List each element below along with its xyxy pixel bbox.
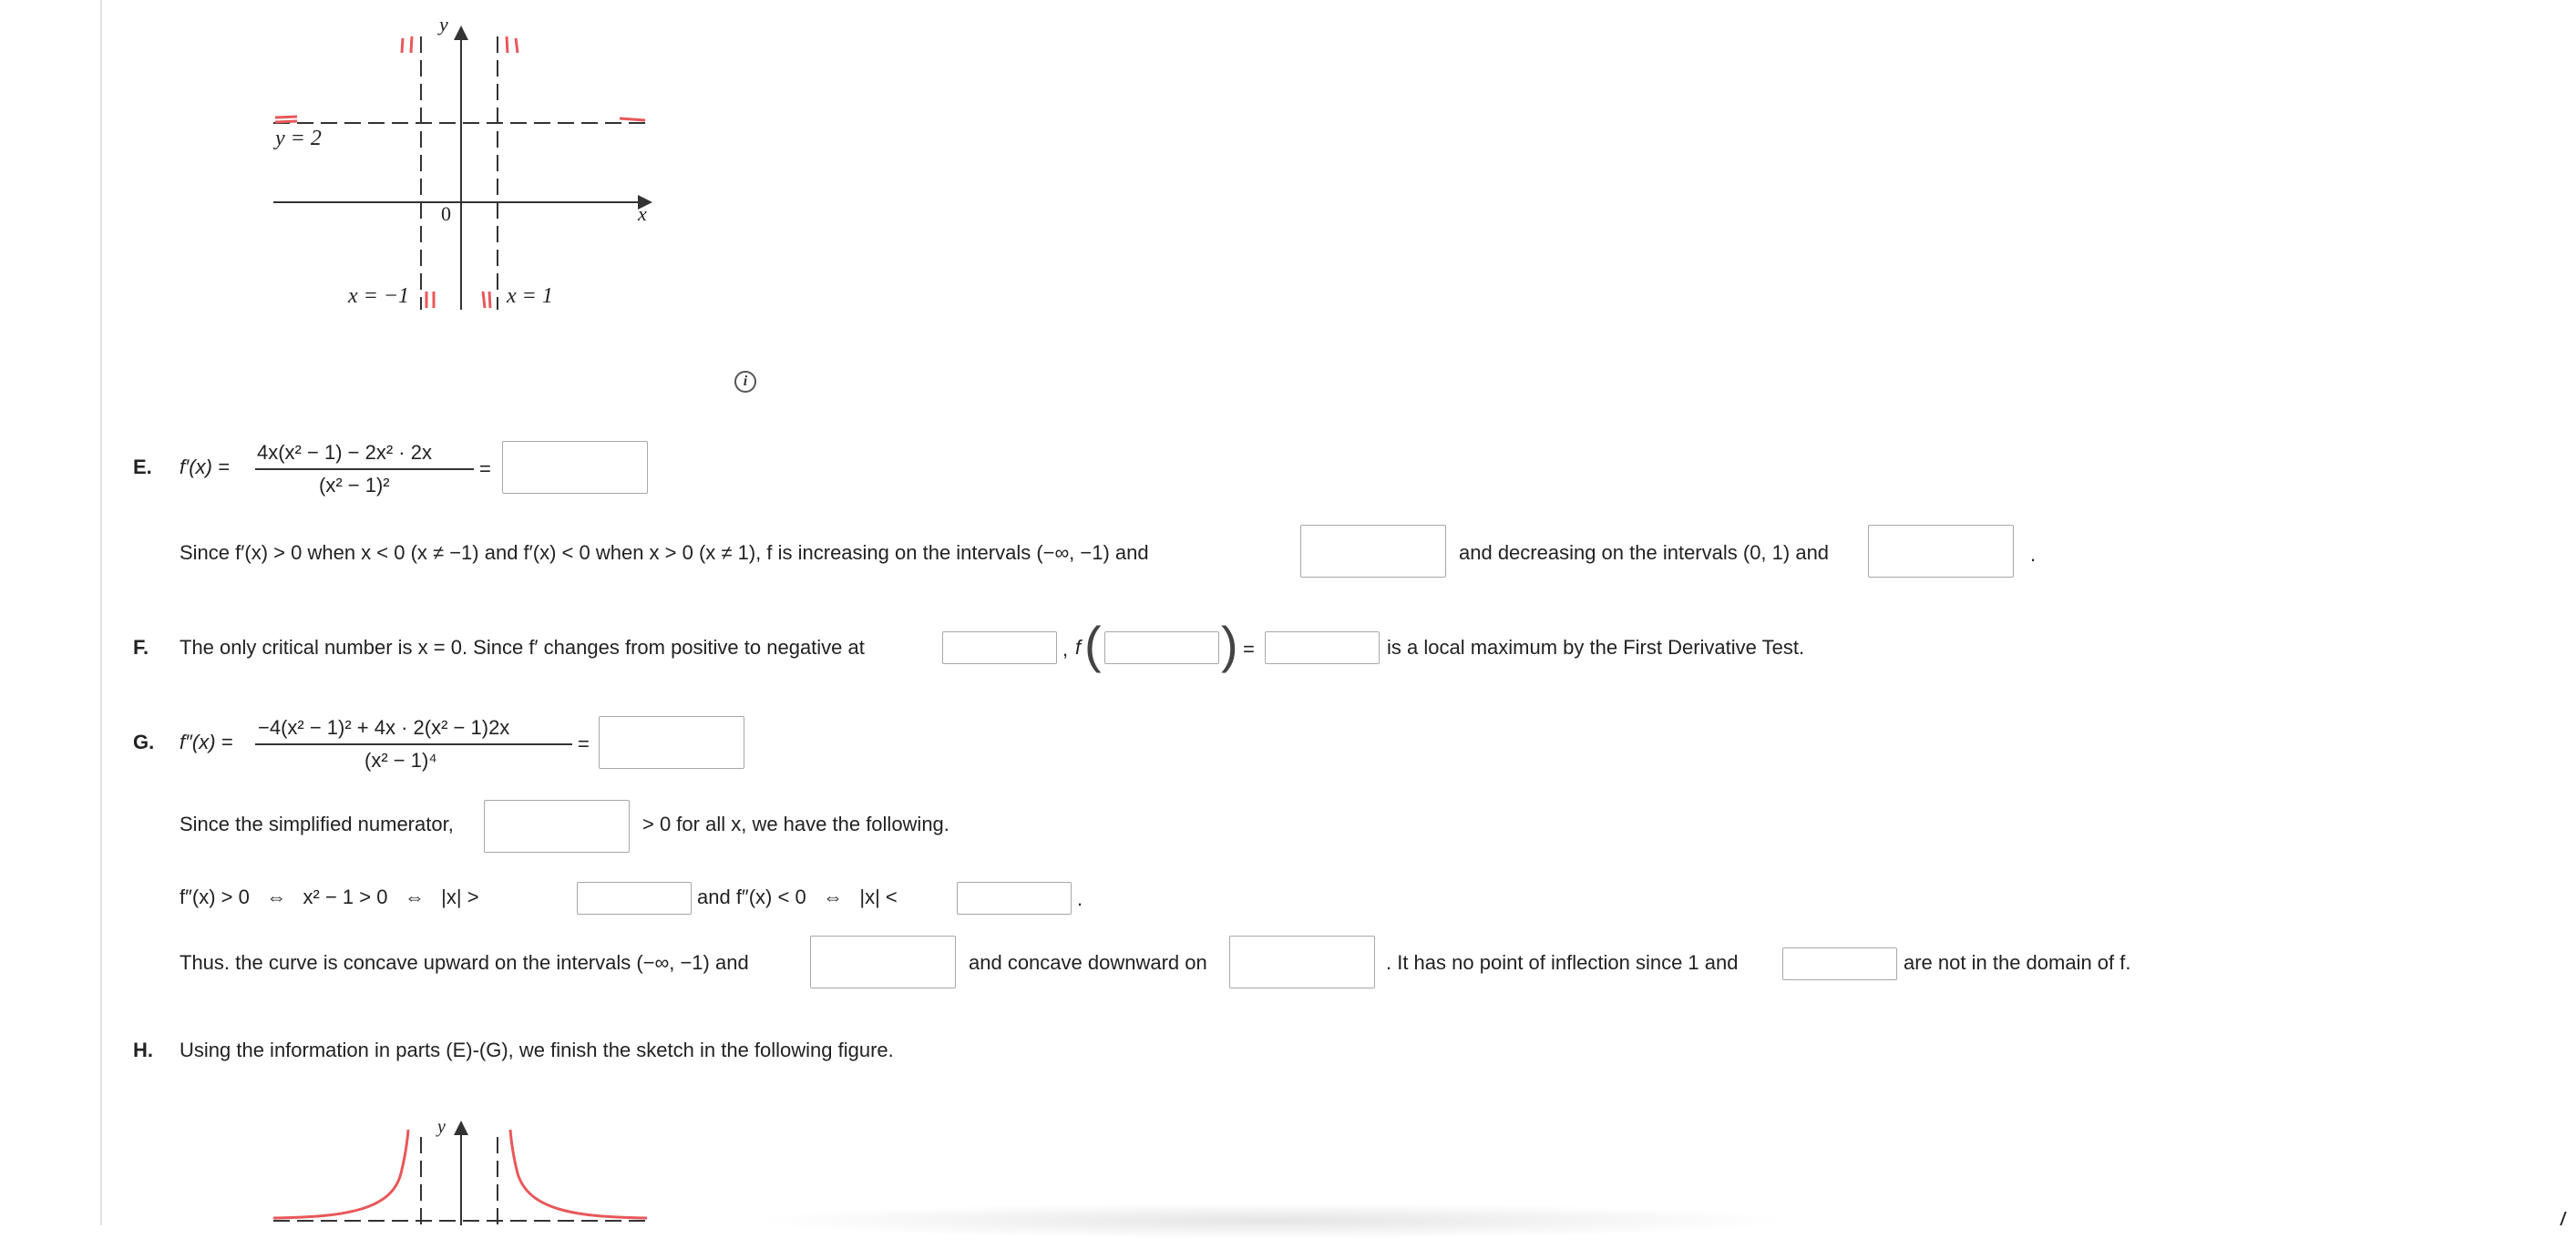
part-f-sentence-1: The only critical number is x = 0. Since f′ changes from positive to negative at <box>180 636 865 659</box>
part-g-numerator-sentence-2: > 0 for all x, we have the following. <box>642 813 949 835</box>
content-left-border <box>100 0 102 1225</box>
part-g-concave-sentence-4: are not in the domain of f. <box>1904 951 2131 974</box>
part-g-fraction-bar <box>255 743 572 745</box>
part-g-simplified-numerator-input[interactable] <box>484 800 630 853</box>
part-f-equals: = <box>1243 638 1255 660</box>
part-g-condition-2: and f″(x) < 0 ⇔ |x| < <box>697 886 898 908</box>
part-g-denominator: (x² − 1)⁴ <box>364 749 437 772</box>
part-g-label: G. <box>133 731 155 753</box>
preliminary-sketch-graph <box>264 18 665 319</box>
part-g-concave-down-interval-input[interactable] <box>1229 936 1375 988</box>
part-e-sentence-1: Since f′(x) > 0 when x < 0 (x ≠ −1) and f′(x) < 0 when x > 0 (x ≠ 1), f is increasing on the intervals (−∞, −1) and <box>180 541 1149 564</box>
part-g-second-derivative-input[interactable] <box>599 716 744 769</box>
part-e-lhs: f′(x) = <box>180 456 230 478</box>
part-f-max-value-input[interactable] <box>1265 631 1380 664</box>
part-g-concave-up-bound-input[interactable] <box>577 882 692 915</box>
part-g-concave-up-interval-input[interactable] <box>810 936 956 988</box>
part-e-fraction-bar <box>255 468 474 470</box>
part-f-label: F. <box>133 636 149 659</box>
part-e-equals: = <box>479 457 491 480</box>
part-g-numerator: −4(x² − 1)² + 4x · 2(x² − 1)2x <box>258 716 510 739</box>
y-axis-label: y <box>439 13 448 36</box>
part-f-close-paren: ) <box>1221 616 1238 673</box>
part-e-sentence-2: and decreasing on the intervals (0, 1) and <box>1459 541 1830 564</box>
horizontal-asymptote-label: y = 2 <box>275 127 322 150</box>
right-vertical-asymptote-label: x = 1 <box>507 284 553 308</box>
part-e-derivative-input[interactable] <box>502 441 648 494</box>
corner-resize-mark <box>2560 1212 2571 1225</box>
part-h-sentence: Using the information in parts (E)-(G), we finish the sketch in the following figure. <box>180 1039 894 1061</box>
part-f-comma: , <box>1062 638 1069 660</box>
part-g-concave-sentence-1: Thus. the curve is concave upward on the intervals (−∞, −1) and <box>180 951 749 974</box>
part-g-condition-end: . <box>1077 887 1083 910</box>
part-e-sentence-end: . <box>2030 543 2037 566</box>
bottom-scroll-shadow <box>747 1203 1795 1239</box>
part-e-denominator: (x² − 1)² <box>319 474 390 497</box>
part-f-critical-x-input[interactable] <box>942 631 1057 664</box>
part-g-numerator-sentence-1: Since the simplified numerator, <box>180 813 454 835</box>
part-e-numerator: 4x(x² − 1) − 2x² · 2x <box>257 441 432 464</box>
part-f-open-paren: ( <box>1084 616 1102 673</box>
part-g-equals: = <box>578 732 590 755</box>
final-sketch-y-axis-label: y <box>437 1117 446 1137</box>
part-g-condition-1: f″(x) > 0 ⇔ x² − 1 > 0 ⇔ |x| > <box>180 886 479 908</box>
part-g-concave-sentence-3: . It has no point of inflection since 1 and <box>1386 951 1739 974</box>
part-g-concave-sentence-2: and concave downward on <box>969 951 1207 974</box>
info-icon[interactable]: i <box>734 371 756 393</box>
part-g-concave-down-bound-input[interactable] <box>957 882 1072 915</box>
left-vertical-asymptote-label: x = −1 <box>348 284 410 308</box>
part-g-excluded-value-input[interactable] <box>1782 947 1897 980</box>
part-f-function-label: f <box>1075 636 1082 659</box>
part-g-lhs: f″(x) = <box>180 731 233 753</box>
part-e-increasing-interval-input[interactable] <box>1300 525 1446 578</box>
origin-label: 0 <box>441 202 451 225</box>
part-e-label: E. <box>133 456 152 478</box>
final-sketch-graph <box>264 1119 665 1225</box>
part-f-f-argument-input[interactable] <box>1104 631 1219 664</box>
part-f-sentence-2: is a local maximum by the First Derivative Test. <box>1387 636 1805 659</box>
part-e-decreasing-interval-input[interactable] <box>1868 525 2014 578</box>
x-axis-label: x <box>638 202 647 225</box>
part-h-label: H. <box>133 1039 153 1061</box>
